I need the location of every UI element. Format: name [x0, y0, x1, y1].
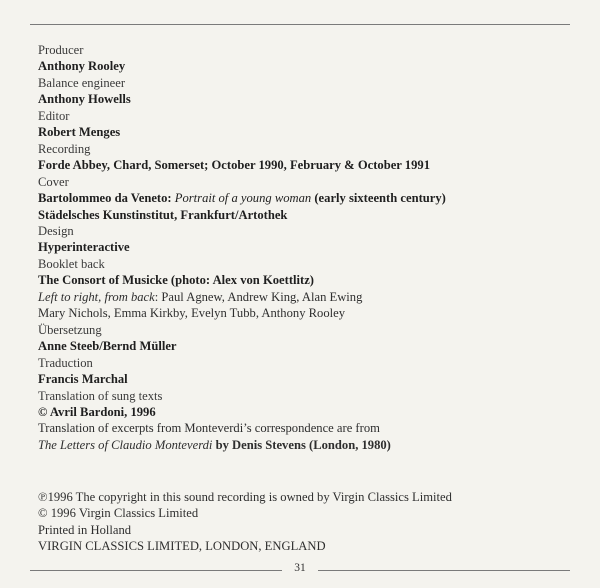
editor-name: Robert Menges — [38, 125, 121, 140]
printed-in: Printed in Holland — [38, 522, 132, 537]
company-name: VIRGIN CLASSICS LIMITED, LONDON, ENGLAND — [38, 539, 326, 554]
sung-texts-label: Translation of sung texts — [38, 388, 163, 403]
footer-rule-left — [30, 570, 282, 571]
producer-label: Producer — [38, 43, 84, 57]
recording-label: Recording — [38, 141, 91, 156]
design-label: Design — [38, 223, 74, 238]
traduction-label: Traduction — [38, 355, 93, 370]
photo-caption-lead: Left to right, from back — [38, 289, 155, 304]
ubersetzung-name: Anne Steeb/Bernd Müller — [38, 339, 177, 354]
credits-list — [38, 42, 578, 453]
letters-author: by Denis Stevens (London, 1980) — [212, 437, 391, 452]
booklet-back-photo: The Consort of Musicke (photo: Alex von Koettlitz) — [38, 273, 314, 288]
booklet-back-label: Booklet back — [38, 256, 105, 271]
balance-engineer-name: Anthony Howells — [38, 92, 131, 107]
sung-texts-copyright: © Avril Bardoni, 1996 — [38, 404, 156, 419]
producer-name: Anthony Rooley — [38, 59, 126, 74]
editor-label: Editor — [38, 108, 70, 123]
recording-details: Forde Abbey, Chard, Somerset; October 1990, February & October 1991 — [38, 158, 430, 173]
cover-artist: Bartolommeo da Veneto: — [38, 191, 175, 206]
ubersetzung-label: Übersetzung — [38, 322, 102, 337]
cover-label: Cover — [38, 174, 69, 189]
photo-caption-names: : Paul Agnew, Andrew King, Alan Ewing — [154, 289, 363, 304]
copyright-notice: © 1996 Virgin Classics Limited — [38, 506, 199, 521]
letters-reference — [38, 437, 578, 453]
legal-notice — [38, 489, 578, 555]
footer-rule-right — [318, 570, 570, 571]
page-number: 31 — [294, 562, 306, 574]
cover-artwork — [38, 190, 578, 206]
cover-date: (early sixteenth century) — [311, 191, 446, 206]
page-footer — [30, 562, 570, 578]
design-name: Hyperinteractive — [38, 240, 130, 255]
photo-caption-line-1 — [38, 289, 578, 305]
letters-title: The Letters of Claudio Monteverdi — [38, 437, 213, 452]
top-rule — [30, 24, 570, 25]
cover-source: Städelsches Kunstinstitut, Frankfurt/Artothek — [38, 207, 288, 222]
phonogram-notice: ℗1996 The copyright in this sound recording is owned by Virgin Classics Limited — [38, 490, 452, 504]
cover-title: Portrait of a young woman — [174, 191, 312, 206]
traduction-name: Francis Marchal — [38, 372, 128, 387]
balance-engineer-label: Balance engineer — [38, 75, 126, 90]
excerpts-note: Translation of excerpts from Monteverdi’s correspondence are from — [38, 421, 380, 436]
photo-caption-line-2: Mary Nichols, Emma Kirkby, Evelyn Tubb, Anthony Rooley — [38, 306, 346, 321]
